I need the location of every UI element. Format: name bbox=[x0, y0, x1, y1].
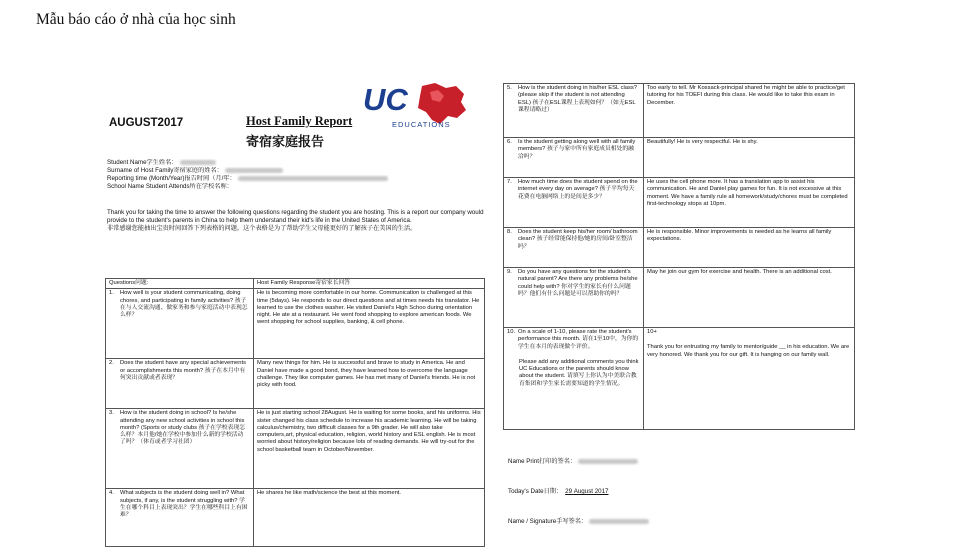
globe-map-icon bbox=[418, 83, 466, 124]
table-row: 7. How much time does the student spend on the internet every day on average? 孩子平均每天花费在电脑网络上的是间是多少？ He uses the cell phone more. It has a translation app to assist his communication. He and Daniel play games for fun. It is not excessive at this moment. We have a family rule all homework/study/chores must be completed first-technology stops at 10pm. bbox=[504, 178, 855, 228]
questions-table-part-2 bbox=[503, 83, 855, 430]
report-page-1 bbox=[95, 68, 490, 554]
name-print-line: Name Print打印的签名： bbox=[508, 456, 638, 465]
table-row: 9. Do you have any questions for the student's natural parent? Are there any problems he/she could help with? 你对学生的家长有什么问题吗？他们有什么问题是可以帮助你的吗？ May he join our gym for exercise and health. There is an additional cost. bbox=[504, 268, 855, 328]
report-date: AUGUST2017 bbox=[109, 117, 184, 129]
todays-date-line: Today's Date日期： 29 August 2017 bbox=[508, 488, 609, 495]
table-row: 8. Does the student keep his/her room/ bathroom clean? 孩子经常能保持他/她的房间/卧室整洁吗？ He is responsible. Minor improvements is needed as he learns all family expectations. bbox=[504, 228, 855, 268]
table-header-row: Questions问题: Host Family Response寄宿家长回答 bbox=[106, 279, 485, 289]
questions-table-part-1 bbox=[105, 278, 485, 547]
table-row: 5. How is the student doing in his/her ESL class? (please skip if the student is not attending ESL) 孩子在ESL课程上表现如何？（如无ESL课程请略过） Too early to tell. Mr Kossack-principal shared he might be able to practice/get tutoring for his TOEFI during this class. He would like to take this exam in December. bbox=[504, 84, 855, 138]
student-info: Student Name学生姓名： Surname of Host Family寄宿家庭的姓名： Reporting time (Month/Year)报告时间（月/年： School Name Student Attends所在学校名称： bbox=[107, 159, 487, 191]
table-row: 1. How well is your student communicating, doing chores, and participating in family activities? 孩子在与人交流沟通、做家务和参与家庭活动中表现怎么样？ He is becoming more comfortable in our home. Communication is challenged at this time (5days). He responds to our direct questions and at times needs his translator. He learned to use the clothes washer. He visited Daniel's High Schoo during orientation night. He ate at a restaurant. He went food shopping to explore american foods. We went shopping for school supplies, banking, & cell phone. bbox=[106, 289, 485, 359]
intro-text: Thank you for taking the time to answer the following questions regarding the student you are hosting. This is a report our company would provide to the student's parents in China to help them understand their kid's life in the United States of America. 非常感谢您能抽出宝贵时间回答下列表格的问题。这个表格是为了帮助学生父母能更好的了解孩子在美国的生活。 bbox=[107, 209, 484, 233]
table-row: 4. What subjects is the student doing well in? What subjects, if any, is the student struggling with? 学生在哪个科目上表现突出？学生在哪些科目上有困难？ He shares he like math/science the best at this moment. bbox=[106, 489, 485, 547]
signature-line: Name / Signature手写签名： bbox=[508, 516, 649, 525]
table-row: 3. How is the student doing in school? Is he/she attending any new school activities in school this month? (Sports or study clubs 孩子在学校表现怎么样？本月他/她在学校中参加什么新的学校活动了吗？（体育或者学习社团） He is just starting school 28August. He is waiting for some books, and his uniforms. His sister changed his class schedule to increase his academic learning. He will be taking calculus/chemistry, two difficult classes for a 9th grader. He will also take computers,art, physical education, religion, world history and ESL english. He is most worried about history/religion because lots of reading demands. He will try-out for the school basketball team in October/November. bbox=[106, 409, 485, 489]
table-row: 6. Is the student getting along well with all family members? 孩子与家中所有家庭成员相处的融洽吗？ Beautifully! He is very respectful. He is shy. bbox=[504, 138, 855, 178]
logo-uc-text: UC bbox=[363, 82, 408, 117]
document-title: Mẫu báo cáo ở nhà của học sinh bbox=[36, 11, 236, 28]
table-row: 2. Does the student have any special achievements or accomplishments this month? 孩子在本月中有何突出贡献或者表现？ Many new things for him. He is successful and brave to study in America. He and Daniel have made a good bond, they have learned how to overcome the language challenge. They like computer games. He has met many of Daniel's friends. He is not picky with food. bbox=[106, 359, 485, 409]
report-title-cn: 寄宿家庭报告 bbox=[246, 134, 325, 149]
report-title: Host Family Report bbox=[246, 114, 353, 128]
uc-educations-logo bbox=[360, 80, 470, 132]
report-page-2 bbox=[500, 80, 858, 550]
table-row: 10. On a scale of 1-10, please rate the student's performance this month. 请在1至10中，为你的学生在本月的表现做个评价。 Please add any additional comments you think UC Educations or the parents should know about the student. 请填写上你认为中美联合教育集团和学生家长需要知道的学生情况。 10+ Thank you for entrusting my family to mentor/guide __ in his education. We are very honored. We thank you for our gift. It is hanging on our family wall. bbox=[504, 328, 855, 430]
logo-educations-text: EDUCATIONS bbox=[392, 120, 451, 129]
